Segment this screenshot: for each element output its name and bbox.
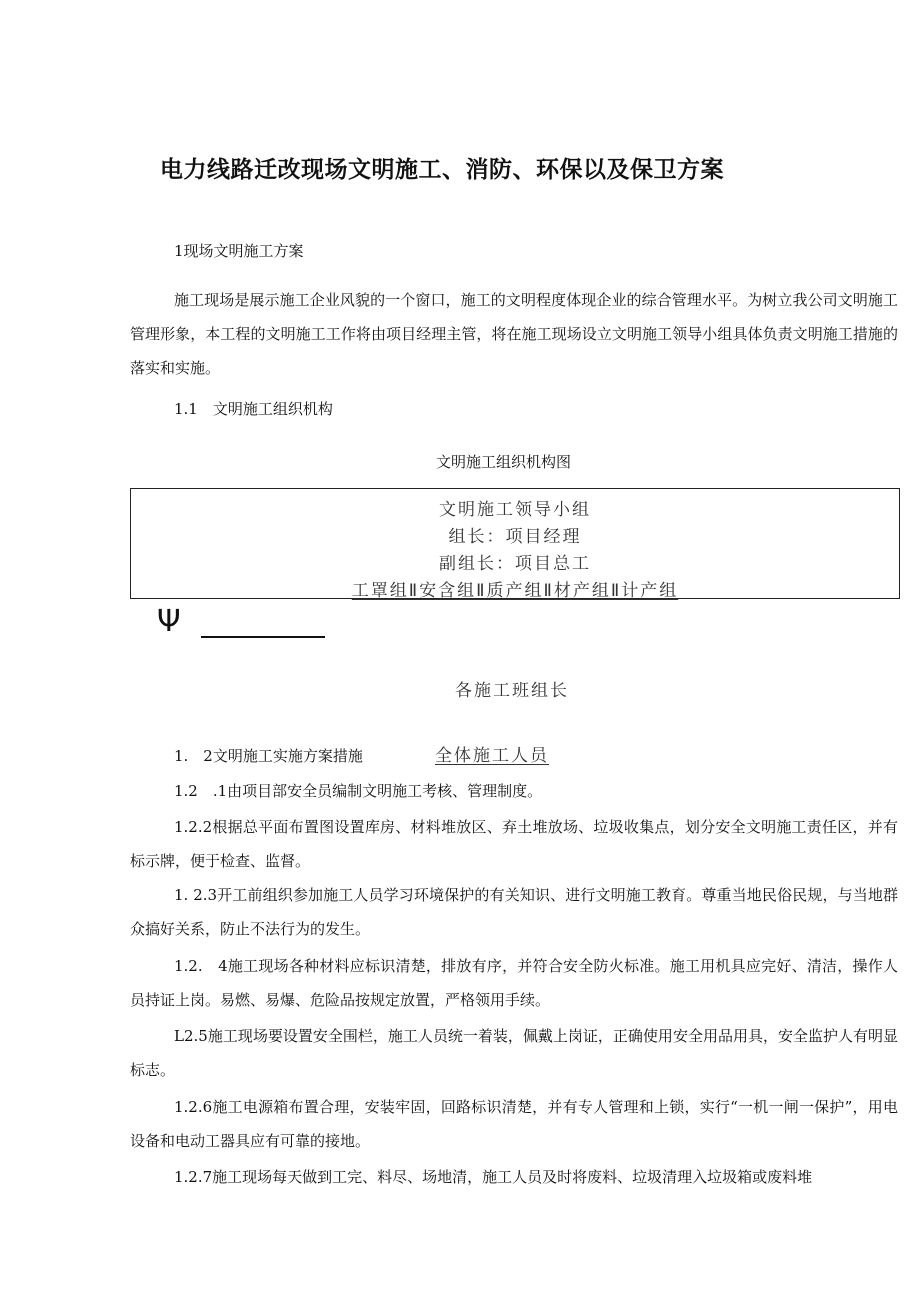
org-deputy-leader: 副组长：项目总工	[439, 554, 591, 574]
item-1-2-6: 1.2.6施工电源箱布置合理，安装牢固，回路标识清楚，并有专人管理和上锁，实行“一机一闸一保护”，用电设备和电动工器具应有可靠的接地。	[130, 1098, 898, 1150]
org-leader: 组长：项目经理	[448, 527, 582, 547]
psi-glyph: Ψ	[157, 604, 181, 639]
item-1-2-5: L2.5施工现场要设置安全围栏，施工人员统一着装，佩戴上岗证，正确使用安全用品用具，安全监护人有明显标志。	[130, 1027, 898, 1079]
org-chart-caption: 文明施工组织机构图	[436, 453, 572, 471]
item-1-2-4: 1.2. 4施工现场各种材料应标识清楚，排放有序，并符合安全防火标准。施工用机具应完好、清洁，操作人员持证上岗。易燃、易爆、危险品按规定放置，严格领用手续。	[130, 957, 898, 1009]
org-chart-box	[130, 488, 900, 599]
section-heading-1-1: 1.1 文明施工组织机构	[174, 400, 333, 418]
all-staff-label: 全体施工人员	[435, 746, 549, 766]
item-1-2-3: 1. 2.3开工前组织参加施工人员学习环境保护的有关知识、进行文明施工教育。尊重当地民俗民规，与当地群众搞好关系，防止不法行为的发生。	[130, 886, 898, 938]
item-1-2-2: 1.2.2根据总平面布置图设置库房、材料堆放区、弃土堆放场、垃圾收集点，划分安全文明施工责任区，并有标示牌，便于检查、监督。	[130, 818, 898, 870]
intro-paragraph: 施工现场是展示施工企业风貌的一个窗口，施工的文明程度体现企业的综合管理水平。为树立我公司文明施工管理形象，本工程的文明施工工作将由项目经理主管，将在施工现场设立文明施工领导小组具体负责文明施工措施的落实和实施。	[130, 291, 898, 377]
section-heading-1: 1现场文明施工方案	[174, 242, 304, 260]
org-groups-line: 工罩组Ⅱ安含组Ⅱ质产组Ⅱ材产组Ⅱ计产组	[351, 581, 679, 601]
divider-rule	[201, 636, 325, 638]
item-1-2-7: 1.2.7施工现场每天做到工完、料尽、场地清，施工人员及时将废料、垃圾清理入垃圾箱或废料堆	[174, 1168, 813, 1186]
document-title: 电力线路迁改现场文明施工、消防、环保以及保卫方案	[160, 157, 724, 183]
team-leaders-label: 各施工班组长	[455, 681, 569, 701]
item-1-2-1: 1.2 .1由项目部安全员编制文明施工考核、管理制度。	[174, 782, 543, 800]
section-heading-1-2: 1. 2文明施工实施方案措施	[174, 747, 363, 765]
org-leader-group: 文明施工领导小组	[439, 500, 591, 520]
